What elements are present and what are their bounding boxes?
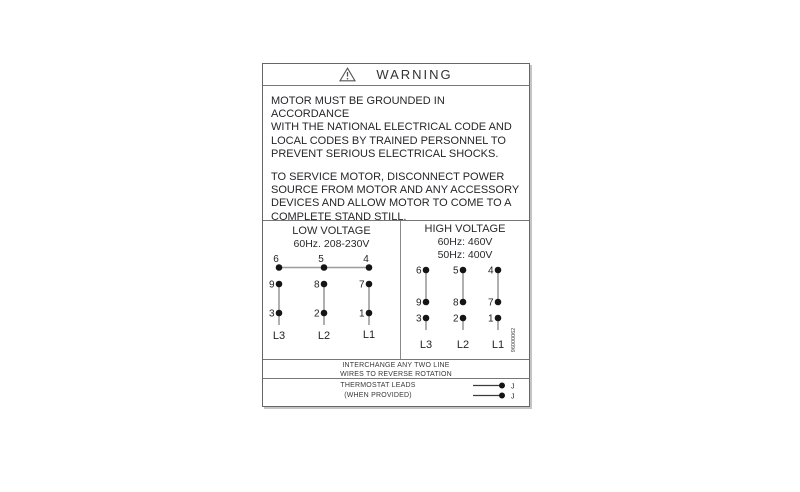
terminal-number: 5 xyxy=(452,265,459,277)
terminal-number: 7 xyxy=(358,279,365,290)
interchange-note-row xyxy=(263,360,529,379)
terminal-number: 5 xyxy=(318,253,324,265)
lead-letter: J xyxy=(511,383,515,390)
terminal-number: 4 xyxy=(487,265,494,277)
terminal-number: 7 xyxy=(487,297,494,309)
terminal-number: 4 xyxy=(363,253,369,265)
warning-header xyxy=(263,64,529,86)
terminal-dot xyxy=(321,264,328,271)
line-label-l3: L3 xyxy=(419,339,433,351)
interchange-note-line2: WIRES TO REVERSE ROTATION xyxy=(340,370,452,378)
thermostat-lead-symbol xyxy=(473,391,519,400)
terminal-dot xyxy=(460,299,467,306)
service-warning-paragraph xyxy=(271,171,523,224)
warning-text-line: WITH THE NATIONAL ELECTRICAL CODE AND xyxy=(271,121,512,134)
terminal-number: 9 xyxy=(268,279,275,290)
warning-text-line: PREVENT SERIOUS ELECTRICAL SHOCKS. xyxy=(271,147,499,160)
motor-warning-label xyxy=(262,63,530,407)
when-provided-label: (WHEN PROVIDED) xyxy=(344,391,412,399)
thermostat-leads-row xyxy=(263,379,529,402)
high-voltage-panel xyxy=(401,221,529,359)
terminal-number: 6 xyxy=(415,265,422,277)
line-label-l2: L2 xyxy=(317,329,331,342)
warning-text-line: COMPLETE STAND STILL. xyxy=(271,210,407,223)
terminal-number: 6 xyxy=(273,253,279,265)
terminal-dot xyxy=(366,280,373,287)
terminal-dot xyxy=(321,309,328,316)
terminal-dot xyxy=(366,309,373,316)
terminal-dot xyxy=(423,299,430,306)
terminal-number: 8 xyxy=(313,279,320,290)
line-label-l1: L1 xyxy=(362,328,376,341)
terminal-dot xyxy=(495,267,502,274)
terminal-number: 8 xyxy=(452,297,459,309)
high-voltage-50hz: 50Hz: 400V xyxy=(437,248,493,261)
warning-text-line: SOURCE FROM MOTOR AND ANY ACCESSORY xyxy=(271,184,520,197)
low-voltage-title: LOW VOLTAGE xyxy=(292,225,371,237)
terminal-dot xyxy=(276,264,283,271)
wiring-diagram-section xyxy=(263,221,529,360)
terminal-number: 1 xyxy=(487,313,494,325)
terminal-dot xyxy=(495,299,502,306)
line-label-l1: L1 xyxy=(491,339,505,351)
terminal-dot xyxy=(321,280,328,287)
low-voltage-subtitle: 60Hz. 208-230V xyxy=(293,238,370,250)
line-label-l2: L2 xyxy=(456,339,470,351)
warning-text-line: DEVICES AND ALLOW MOTOR TO COME TO A xyxy=(271,197,512,210)
terminal-number: 2 xyxy=(452,313,459,325)
thermostat-leads-label: THERMOSTAT LEADS xyxy=(340,382,416,389)
part-number: 96000062 xyxy=(511,327,517,353)
warning-text-line: MOTOR MUST BE GROUNDED IN ACCORDANCE xyxy=(271,95,445,121)
terminal-dot xyxy=(276,280,283,287)
interchange-note-line1: INTERCHANGE ANY TWO LINE xyxy=(342,362,450,369)
warning-text-line: TO SERVICE MOTOR, DISCONNECT POWER xyxy=(271,171,505,184)
terminal-dot xyxy=(423,315,430,322)
terminal-number: 2 xyxy=(313,308,320,319)
terminal-number: 9 xyxy=(415,297,422,309)
terminal-dot xyxy=(366,264,373,271)
lead-letter: J xyxy=(511,393,515,400)
warning-triangle-icon xyxy=(339,67,356,82)
warning-text-line: LOCAL CODES BY TRAINED PERSONNEL TO xyxy=(271,134,506,147)
warning-body xyxy=(263,86,529,221)
thermostat-lead-symbol xyxy=(473,381,519,390)
line-label-l3: L3 xyxy=(272,329,286,342)
warning-title: WARNING xyxy=(376,67,453,82)
high-voltage-title: HIGH VOLTAGE xyxy=(424,223,506,235)
low-voltage-panel xyxy=(263,221,401,359)
lead-dot xyxy=(499,393,505,399)
grounding-warning-paragraph xyxy=(271,95,523,161)
high-voltage-diagram xyxy=(401,262,529,362)
low-voltage-diagram xyxy=(263,252,399,346)
terminal-dot xyxy=(460,267,467,274)
high-voltage-60hz: 60Hz: 460V xyxy=(437,236,493,248)
terminal-dot xyxy=(423,267,430,274)
terminal-dot xyxy=(460,315,467,322)
terminal-number: 3 xyxy=(415,313,422,325)
terminal-number: 1 xyxy=(358,308,365,319)
terminal-number: 3 xyxy=(268,308,275,319)
lead-dot xyxy=(499,383,505,389)
terminal-dot xyxy=(276,309,283,316)
terminal-dot xyxy=(495,315,502,322)
